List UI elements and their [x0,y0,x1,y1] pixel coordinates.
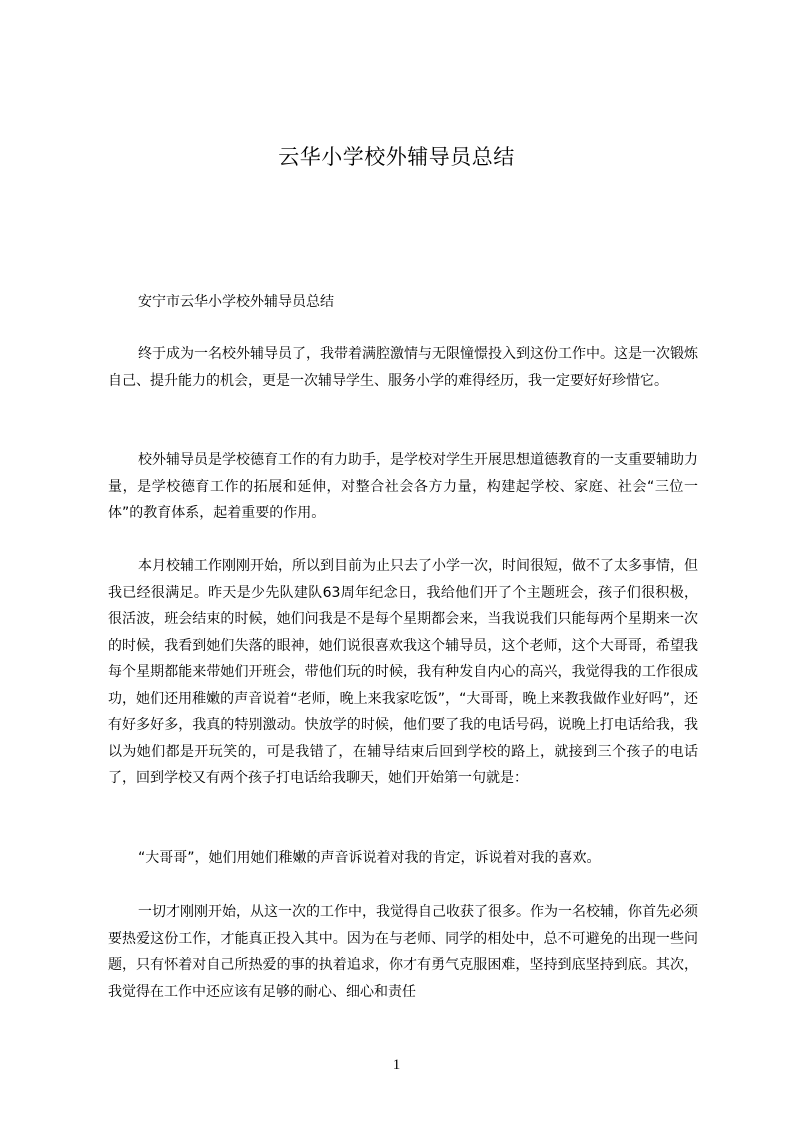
paragraph-4: “大哥哥”，她们用她们稚嫩的声音诉说着对我的肯定，诉说着对我的喜欢。 [138,850,601,866]
paragraph-5: 一切才刚刚开始，从这一次的工作中，我觉得自己收获了很多。作为一名校辅，你首先必须要热爱这份工作，才能真正投入其中。因为在与老师、同学的相处中，总不可避免的出现一些问题，只有怀着对自己所热爱的事的执着追求，你才有勇气克服困难，坚持到底坚持到底。其次，我觉得在工作中还应该有足够的耐心、细心和责任 [108,904,698,1000]
paragraph-3: 本月校辅工作刚刚开始，所以到目前为止只去了小学一次，时间很短，做不了太多事情，但我已经很满足。昨天是少先队建队63周年纪念日，我给他们开了个主题班会，孩子们很积极，很活波，班会结束的时候，她们问我是不是每个星期都会来，当我说我们只能每两个星期来一次的时候，我看到她们失落的眼神，她们说很喜欢我这个辅导员，这个老师，这个大哥哥，希望我每个星期都能来带她们开班会，带他们玩的时候，我有种发自内心的高兴，我觉得我的工作很成功，她们还用稚嫩的声音说着“老师，晚上来我家吃饭”，“大哥哥，晚上来教我做作业好吗”，还有好多好多，我真的特别激动。快放学的时候，他们要了我的电话号码，说晚上打电话给我，我以为她们都是开玩笑的，可是我错了，在辅导结束后回到学校的路上，就接到三个孩子的电话了，回到学校又有两个孩子打电话给我聊天，她们开始第一句就是： [108,558,698,786]
paragraph-2: 校外辅导员是学校德育工作的有力助手，是学校对学生开展思想道德教育的一支重要辅助力量，是学校德育工作的拓展和延伸，对整合社会各方力量，构建起学校、家庭、社会“三位一体”的教育体系，起着重要的作用。 [108,452,698,521]
page-number: 1 [392,1057,401,1073]
document-subtitle: 安宁市云华小学校外辅导员总结 [138,294,334,310]
document-title: 云华小学校外辅导员总结 [278,145,515,169]
paragraph-1: 终于成为一名校外辅导员了，我带着满腔激情与无限憧憬投入到这份工作中。这是一次锻炼自己、提升能力的机会，更是一次辅导学生、服务小学的难得经历，我一定要好好珍惜它。 [108,346,698,389]
